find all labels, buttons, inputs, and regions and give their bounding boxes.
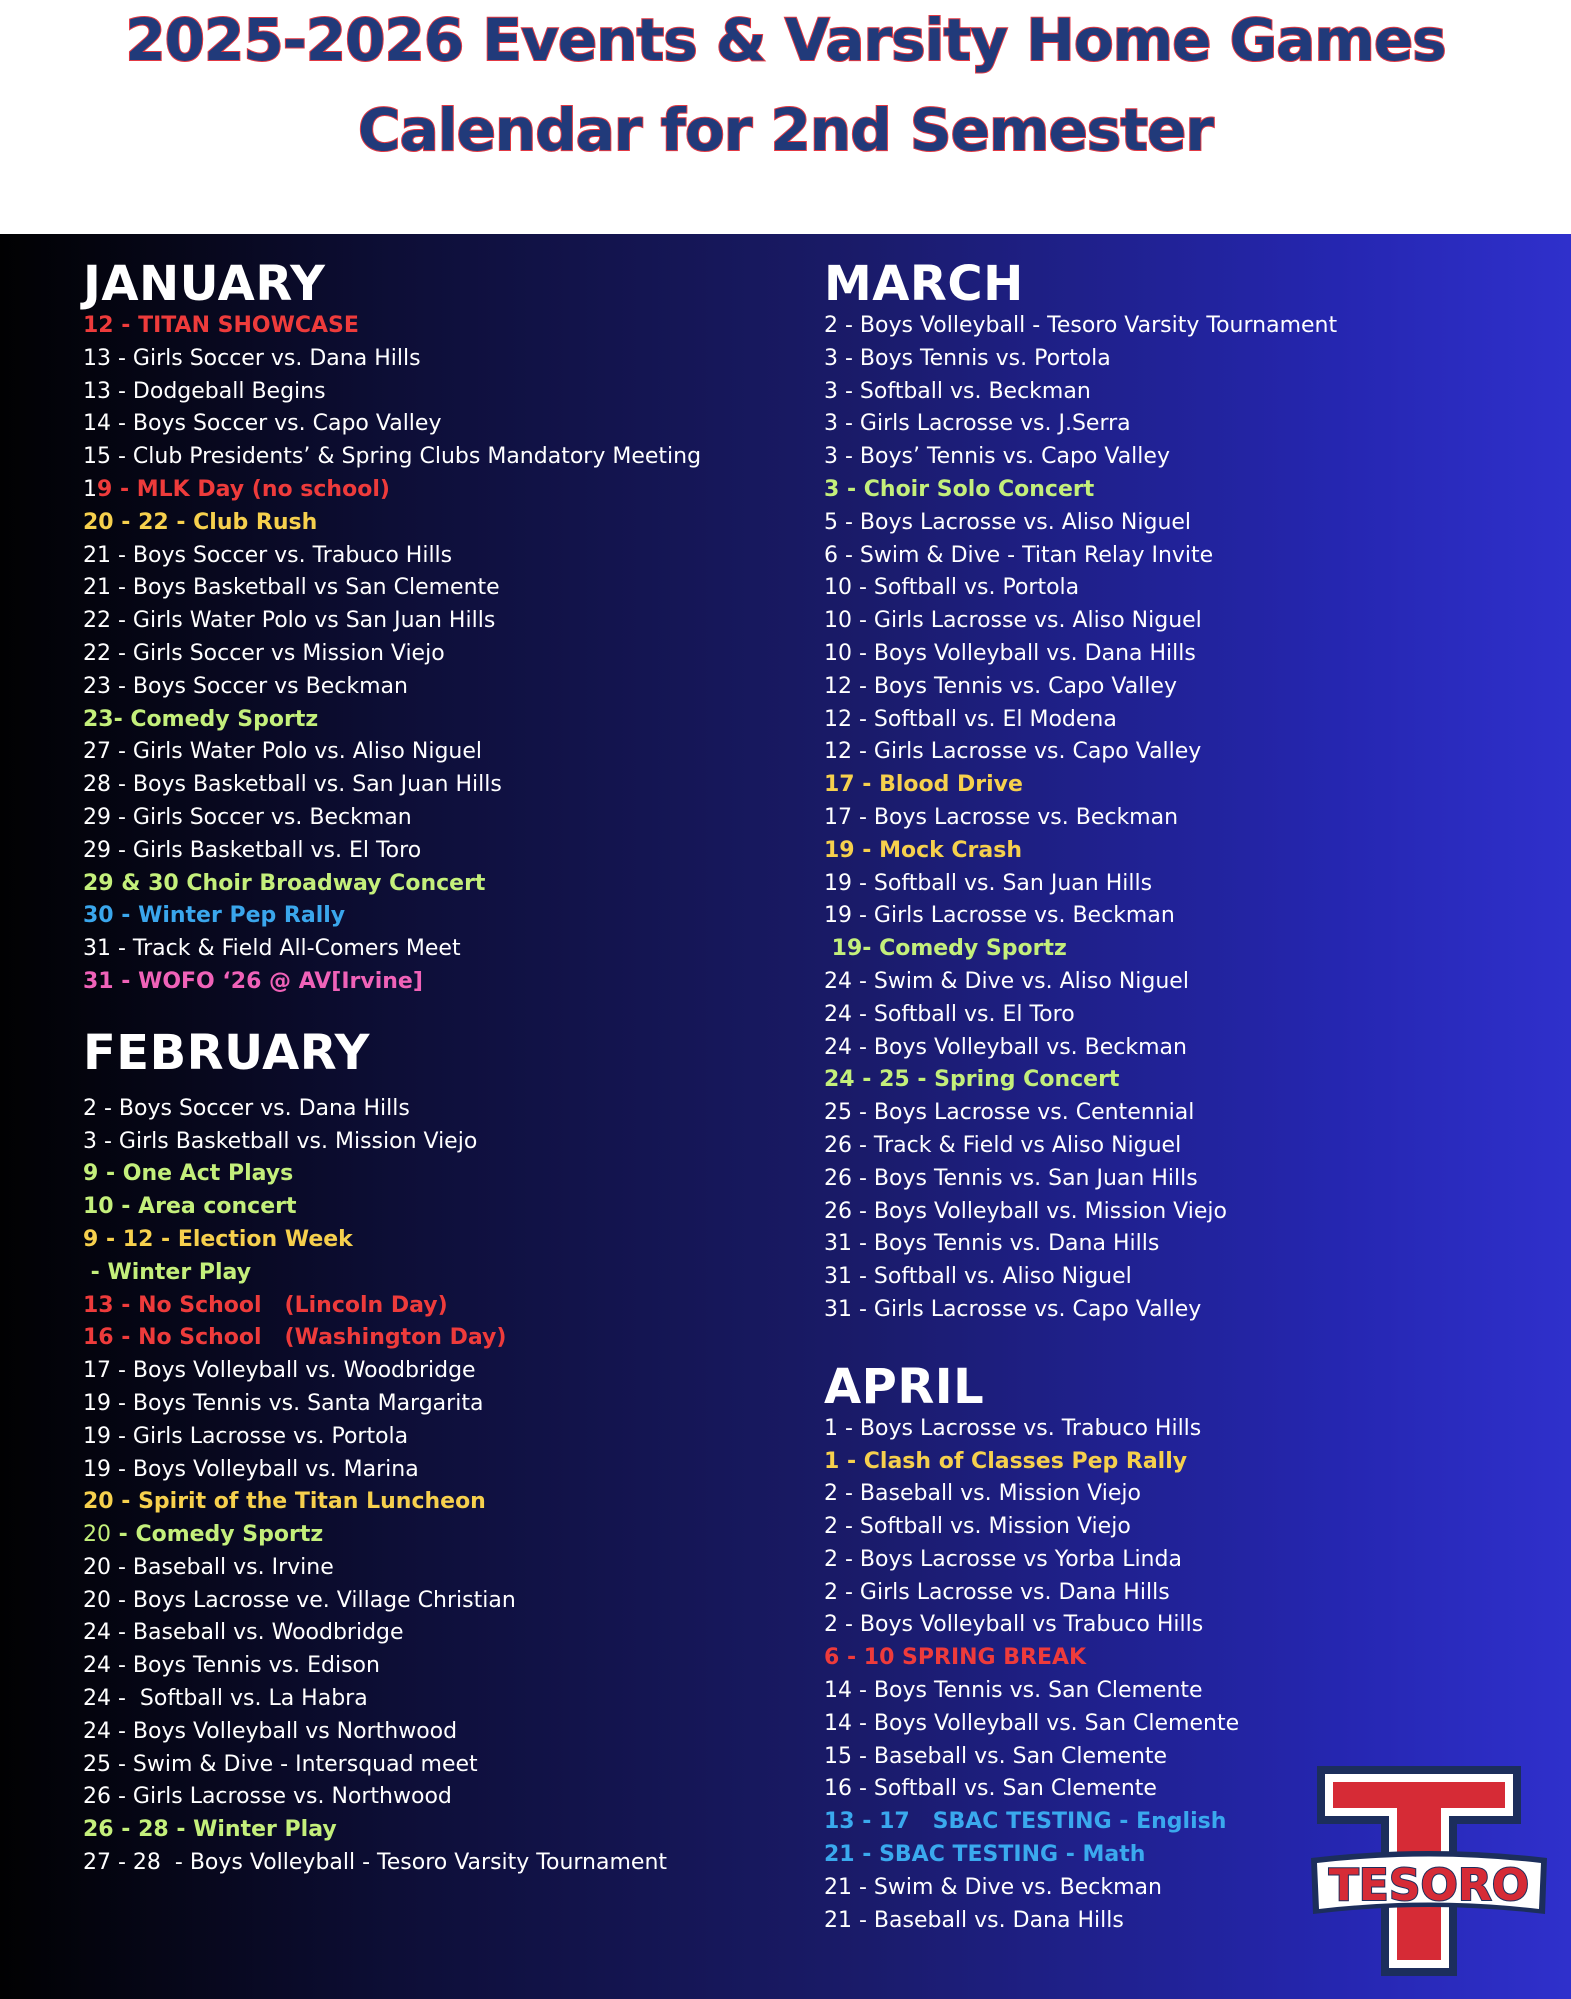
event-item: 19- Comedy Sportz <box>824 936 1067 962</box>
event-item: 26 - Girls Lacrosse vs. Northwood <box>83 1784 452 1810</box>
event-item: 23- Comedy Sportz <box>83 706 319 732</box>
event-item: 10 - Girls Lacrosse vs. Aliso Niguel <box>824 608 1202 634</box>
event-item: 28 - Boys Basketball vs. San Juan Hills <box>83 772 502 798</box>
event-item: 26 - Boys Tennis vs. San Juan Hills <box>824 1165 1198 1191</box>
event-item: 14 - Boys Soccer vs. Capo Valley <box>83 411 442 437</box>
event-item: 16 - Softball vs. San Clemente <box>824 1776 1157 1802</box>
event-item: 19 - Boys Tennis vs. Santa Margarita <box>83 1390 484 1416</box>
event-item: 24 - Boys Tennis vs. Edison <box>83 1653 380 1679</box>
event-item: 3 - Girls Basketball vs. Mission Viejo <box>83 1128 478 1154</box>
event-item: 14 - Boys Tennis vs. San Clemente <box>824 1678 1203 1704</box>
event-item: 2 - Boys Soccer vs. Dana Hills <box>83 1095 410 1121</box>
right-column <box>824 256 1337 1937</box>
event-item: 31 - Boys Tennis vs. Dana Hills <box>824 1231 1160 1257</box>
event-text: 9 - MLK Day (no school) <box>97 476 390 502</box>
event-item: 31 - WOFO ‘26 @ AV[Irvine] <box>83 968 423 994</box>
event-item: 2 - Girls Lacrosse vs. Dana Hills <box>824 1579 1170 1605</box>
event-item: 2 - Baseball vs. Mission Viejo <box>824 1481 1141 1507</box>
month-heading-february: FEBRUARY <box>83 1024 370 1081</box>
event-item: 16 - No School (Washington Day) <box>83 1325 507 1351</box>
event-item: 1 - Boys Lacrosse vs. Trabuco Hills <box>824 1415 1202 1441</box>
event-item: 19 - Boys Volleyball vs. Marina <box>83 1456 419 1482</box>
event-item: 21 - Boys Soccer vs. Trabuco Hills <box>83 542 453 568</box>
event-item: 31 - Track & Field All-Comers Meet <box>83 936 461 962</box>
event-item: 21 - Baseball vs. Dana Hills <box>824 1907 1124 1933</box>
event-item: 2 - Boys Lacrosse vs Yorba Linda <box>824 1546 1182 1572</box>
event-item: 19 - Softball vs. San Juan Hills <box>824 870 1153 896</box>
event-item: 13 - 17 SBAC TESTING - English <box>824 1809 1227 1835</box>
event-item: 13 - No School (Lincoln Day) <box>83 1292 448 1318</box>
event-item: 3 - Girls Lacrosse vs. J.Serra <box>824 411 1131 437</box>
event-item: 24 - Swim & Dive vs. Aliso Niguel <box>824 968 1189 994</box>
event-item: 29 - Girls Basketball vs. El Toro <box>83 837 422 863</box>
event-item: 31 - Softball vs. Aliso Niguel <box>824 1264 1132 1290</box>
event-item: 20 - Boys Lacrosse ve. Village Christian <box>83 1587 516 1613</box>
event-item: 23 - Boys Soccer vs Beckman <box>83 673 408 699</box>
event-item: 15 - Club Presidents’ & Spring Clubs Mandatory Meeting <box>83 444 702 470</box>
event-item: 12 - Boys Tennis vs. Capo Valley <box>824 673 1177 699</box>
event-item: 12 - TITAN SHOWCASE <box>83 313 359 338</box>
event-item: 12 - Softball vs. El Modena <box>824 706 1117 732</box>
event-item: 30 - Winter Pep Rally <box>83 903 346 929</box>
event-item: 19 - Girls Lacrosse vs. Portola <box>83 1423 409 1449</box>
event-item: 12 - Girls Lacrosse vs. Capo Valley <box>824 739 1202 765</box>
logo-text: TESORO <box>1328 1860 1530 1911</box>
event-item: 24 - Boys Volleyball vs. Beckman <box>824 1034 1187 1060</box>
event-item: 21 - SBAC TESTING - Math <box>824 1842 1146 1868</box>
event-item: 27 - Girls Water Polo vs. Aliso Niguel <box>83 739 483 765</box>
left-column <box>83 256 701 1880</box>
event-item: 26 - 28 - Winter Play <box>83 1817 337 1843</box>
event-item: 20 - 22 - Club Rush <box>83 509 318 535</box>
event-item: 29 & 30 Choir Broadway Concert <box>83 870 486 896</box>
event-item: 2 - Boys Volleyball vs Trabuco Hills <box>824 1612 1204 1638</box>
month-heading-january: JANUARY <box>83 256 326 312</box>
event-item: 13 - Girls Soccer vs. Dana Hills <box>83 345 421 371</box>
event-item: 24 - Softball vs. La Habra <box>83 1686 368 1712</box>
january-events <box>83 310 701 999</box>
page-title-line-1: 2025-2026 Events & Varsity Home Games <box>125 6 1446 74</box>
month-heading-april: APRIL <box>824 1358 985 1415</box>
event-text: - Comedy Sportz <box>111 1522 324 1548</box>
event-item: 24 - Boys Volleyball vs Northwood <box>83 1718 458 1744</box>
event-item: 6 - 10 SPRING BREAK <box>824 1645 1087 1671</box>
page-title-line-2: Calendar for 2nd Semester <box>358 96 1213 164</box>
event-item: 3 - Softball vs. Beckman <box>824 378 1091 404</box>
event-item: 20 - Spirit of the Titan Luncheon <box>83 1489 486 1515</box>
event-item: 3 - Boys Tennis vs. Portola <box>824 345 1111 371</box>
event-item: 2 - Boys Volleyball - Tesoro Varsity Tournament <box>824 313 1338 338</box>
event-item: 14 - Boys Volleyball vs. San Clemente <box>824 1710 1240 1736</box>
tesoro-t-logo-icon <box>1309 1766 1549 1976</box>
event-day-prefix: 1 <box>83 476 97 502</box>
event-item: 25 - Boys Lacrosse vs. Centennial <box>824 1100 1195 1126</box>
event-item: 21 - Swim & Dive vs. Beckman <box>824 1874 1162 1900</box>
event-item: 22 - Girls Soccer vs Mission Viejo <box>83 640 445 666</box>
event-item: 26 - Boys Volleyball vs. Mission Viejo <box>824 1198 1227 1224</box>
event-item <box>83 1519 701 1552</box>
event-item: 26 - Track & Field vs Aliso Niguel <box>824 1132 1182 1158</box>
event-item: 1 - Clash of Classes Pep Rally <box>824 1448 1188 1474</box>
april-events <box>824 1413 1337 1938</box>
event-item: 24 - Baseball vs. Woodbridge <box>83 1620 404 1646</box>
event-item: 22 - Girls Water Polo vs San Juan Hills <box>83 608 496 634</box>
event-item: 10 - Area concert <box>83 1194 297 1220</box>
event-day-prefix: 20 <box>83 1522 111 1548</box>
event-item: 27 - 28 - Boys Volleyball - Tesoro Varsity Tournament <box>83 1850 668 1876</box>
event-item: 3 - Boys’ Tennis vs. Capo Valley <box>824 444 1170 470</box>
event-item: 15 - Baseball vs. San Clemente <box>824 1743 1168 1769</box>
event-item: 3 - Choir Solo Concert <box>824 476 1095 502</box>
march-events <box>824 310 1337 1327</box>
month-heading-march: MARCH <box>824 256 1024 312</box>
event-item: 19 - Girls Lacrosse vs. Beckman <box>824 903 1175 929</box>
event-item: 9 - 12 - Election Week <box>83 1226 353 1252</box>
event-item: 10 - Softball vs. Portola <box>824 575 1080 601</box>
event-item: 25 - Swim & Dive - Intersquad meet <box>83 1751 478 1777</box>
event-item: 24 - 25 - Spring Concert <box>824 1067 1120 1093</box>
event-item <box>83 474 701 507</box>
event-item: 13 - Dodgeball Begins <box>83 378 326 404</box>
event-item: 10 - Boys Volleyball vs. Dana Hills <box>824 640 1196 666</box>
event-item: 31 - Girls Lacrosse vs. Capo Valley <box>824 1296 1202 1322</box>
event-item: 6 - Swim & Dive - Titan Relay Invite <box>824 542 1214 568</box>
event-item: 17 - Blood Drive <box>824 772 1023 798</box>
event-item: 29 - Girls Soccer vs. Beckman <box>83 804 412 830</box>
event-item: 24 - Softball vs. El Toro <box>824 1001 1075 1027</box>
event-item: 17 - Boys Lacrosse vs. Beckman <box>824 804 1179 830</box>
event-item: 19 - Mock Crash <box>824 837 1022 863</box>
event-item: 17 - Boys Volleyball vs. Woodbridge <box>83 1358 476 1384</box>
page-header <box>0 0 1571 234</box>
event-item: 20 - Baseball vs. Irvine <box>83 1554 334 1580</box>
event-item: - Winter Play <box>83 1259 252 1285</box>
event-item: 9 - One Act Plays <box>83 1161 294 1187</box>
event-item: 2 - Softball vs. Mission Viejo <box>824 1514 1131 1540</box>
event-item: 5 - Boys Lacrosse vs. Aliso Niguel <box>824 509 1192 535</box>
february-events <box>83 1093 701 1880</box>
event-item: 21 - Boys Basketball vs San Clemente <box>83 575 500 601</box>
